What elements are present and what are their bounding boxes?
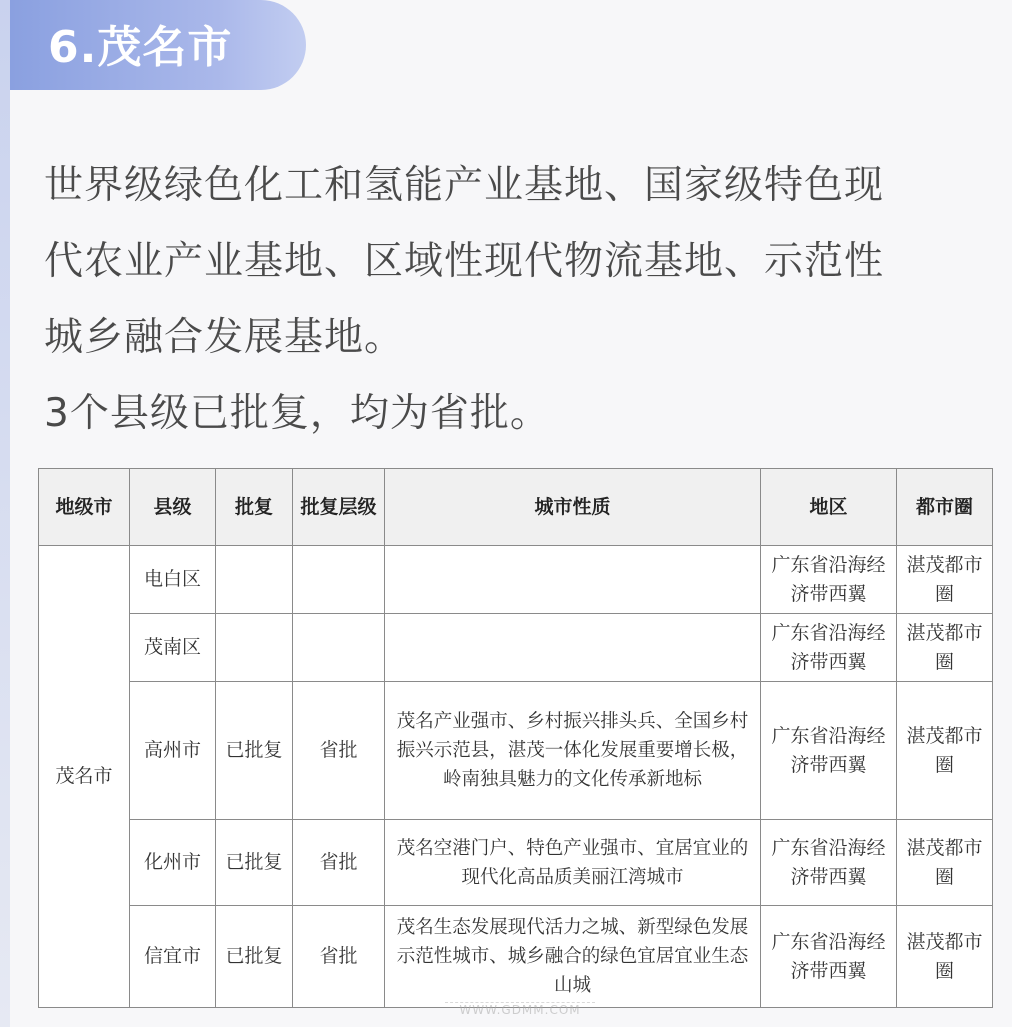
table-row	[39, 820, 993, 906]
level-cell	[293, 546, 385, 614]
metro-cell: 湛茂都市圈	[897, 820, 993, 906]
header-prefecture: 地级市	[39, 469, 130, 546]
level-cell: 省批	[293, 820, 385, 906]
table-row	[39, 614, 993, 682]
watermark-logo	[445, 980, 595, 1003]
table-row	[39, 546, 993, 614]
watermark	[420, 980, 620, 1024]
metro-cell: 湛茂都市圈	[897, 906, 993, 1008]
region-cell: 广东省沿海经济带西翼	[761, 682, 897, 820]
header-metro: 都市圈	[897, 469, 993, 546]
table-row	[39, 682, 993, 820]
county-cell: 电白区	[130, 546, 216, 614]
intro-text	[44, 148, 988, 452]
county-cell: 茂南区	[130, 614, 216, 682]
region-cell: 广东省沿海经济带西翼	[761, 546, 897, 614]
section-title-tab	[10, 0, 306, 90]
level-cell: 省批	[293, 682, 385, 820]
header-city-nature: 城市性质	[385, 469, 761, 546]
approval-cell: 已批复	[216, 820, 293, 906]
region-cell: 广东省沿海经济带西翼	[761, 820, 897, 906]
approval-cell	[216, 614, 293, 682]
intro-line: 3个县级已批复，均为省批。	[44, 391, 550, 436]
intro-line: 世界级绿色化工和氢能产业基地、国家级特色现	[44, 163, 885, 208]
region-cell: 广东省沿海经济带西翼	[761, 906, 897, 1008]
prefecture-cell: 茂名市	[39, 546, 130, 1008]
nature-cell	[385, 546, 761, 614]
county-table	[38, 468, 993, 1008]
level-cell	[293, 614, 385, 682]
metro-cell: 湛茂都市圈	[897, 682, 993, 820]
nature-cell: 茂名空港门户、特色产业强市、宜居宜业的现代化高品质美丽江湾城市	[385, 820, 761, 906]
nature-cell: 茂名生态发展现代活力之城、新型绿色发展示范性城市、城乡融合的绿色宜居宜业生态山城	[385, 906, 761, 1008]
nature-cell: 茂名产业强市、乡村振兴排头兵、全国乡村振兴示范县，湛茂一体化发展重要增长极，岭南独具魅力的文化传承新地标	[385, 682, 761, 820]
section-title: 6.茂名市	[48, 22, 233, 73]
header-approval: 批复	[216, 469, 293, 546]
intro-line: 代农业产业基地、区域性现代物流基地、示范性	[44, 239, 885, 284]
metro-cell: 湛茂都市圈	[897, 546, 993, 614]
level-cell: 省批	[293, 906, 385, 1008]
county-cell: 信宜市	[130, 906, 216, 1008]
watermark-text: WWW.GDMM.COM	[459, 1003, 581, 1017]
table-header-row	[39, 469, 993, 546]
region-cell: 广东省沿海经济带西翼	[761, 614, 897, 682]
header-region: 地区	[761, 469, 897, 546]
county-cell: 化州市	[130, 820, 216, 906]
intro-line: 城乡融合发展基地。	[44, 315, 405, 360]
nature-cell	[385, 614, 761, 682]
approval-cell: 已批复	[216, 906, 293, 1008]
header-approval-level: 批复层级	[293, 469, 385, 546]
metro-cell: 湛茂都市圈	[897, 614, 993, 682]
header-county: 县级	[130, 469, 216, 546]
county-cell: 高州市	[130, 682, 216, 820]
approval-cell: 已批复	[216, 682, 293, 820]
left-accent-bar	[0, 0, 10, 1027]
approval-cell	[216, 546, 293, 614]
